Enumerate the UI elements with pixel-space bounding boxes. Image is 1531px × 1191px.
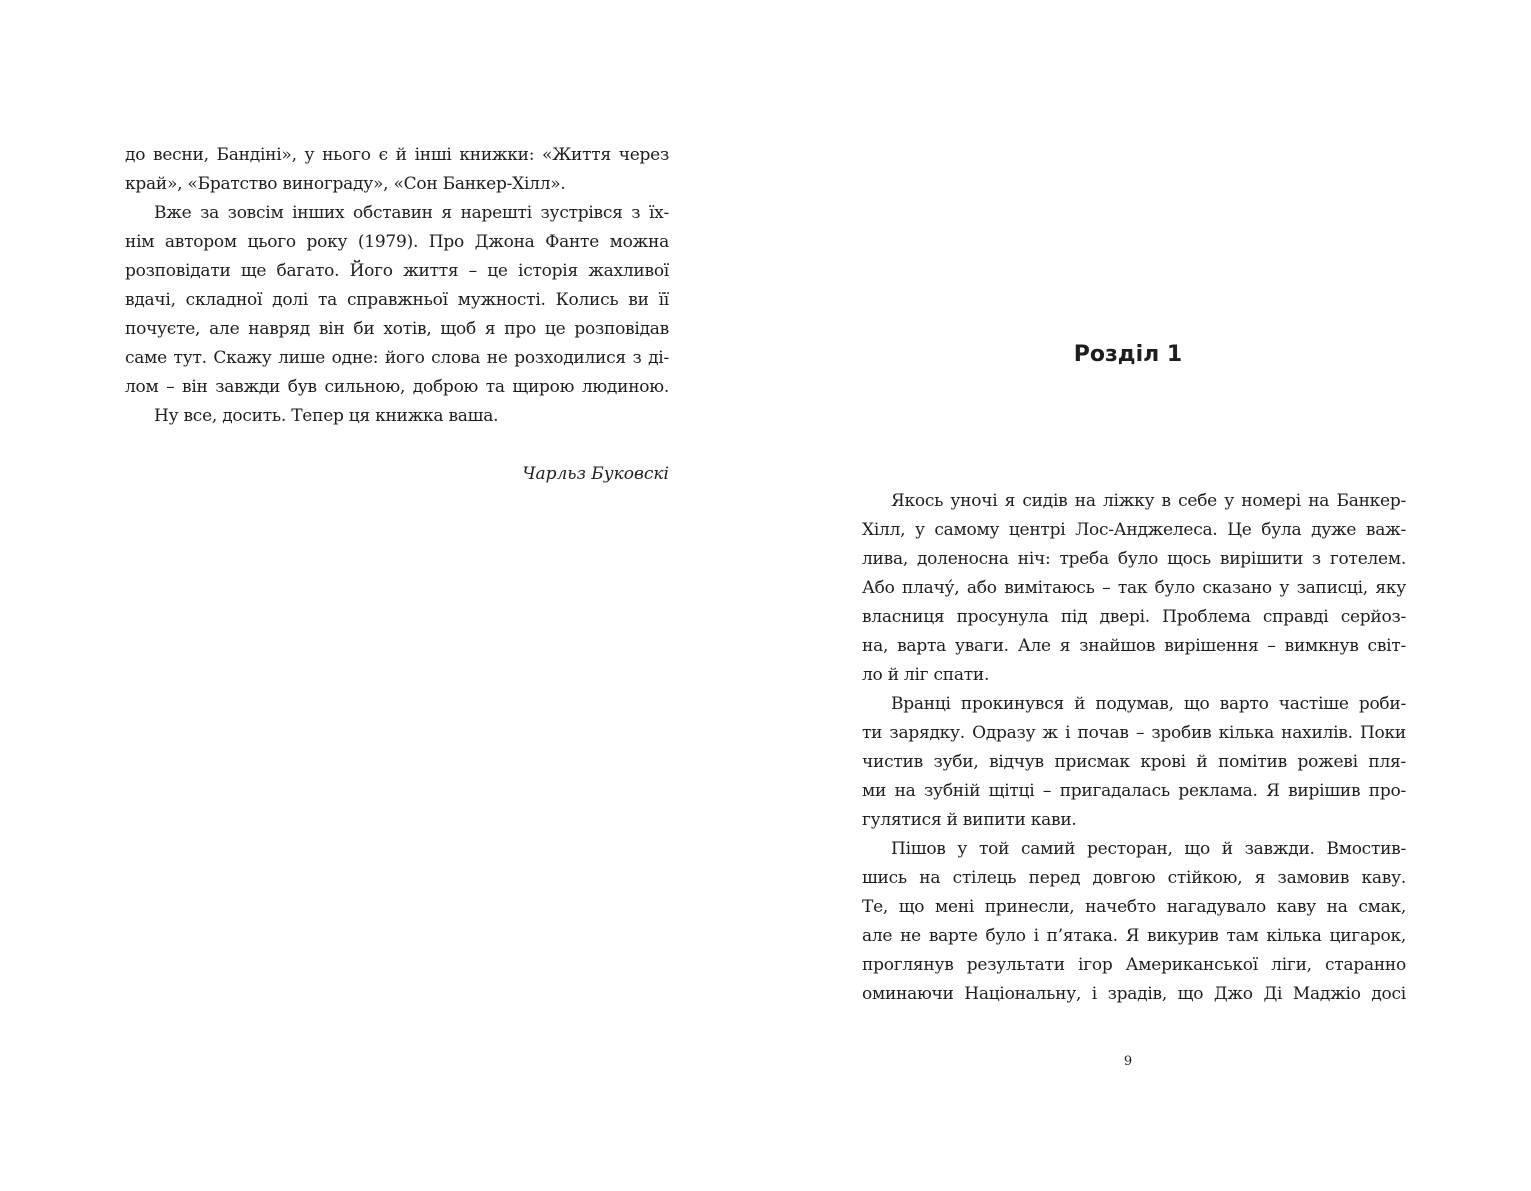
chapter-title: Розділ 1 [1073, 342, 1183, 367]
text-line: але не варте було і п’ятака. Я викурив там кілька цигарок, [862, 926, 1406, 946]
text-line: Якось уночі я сидів на ліжку в себе у номері на Банкер- [891, 491, 1406, 511]
text-line: власниця просунула під двері. Проблема справді серйоз- [862, 607, 1406, 627]
text-line: Або плачу́, або вимітаюсь – так було сказано у записці, яку [862, 578, 1406, 598]
text-line: нім автором цього року (1979). Про Джона Фанте можна [125, 232, 669, 252]
text-line: лом – він завжди був сильною, доброю та щирою людиною. [125, 377, 669, 397]
text-line: Вранці прокинувся й подумав, що варто частіше роби- [891, 694, 1406, 714]
text-line: вдачі, складної долі та справжньої мужності. Колись ви її [125, 290, 669, 310]
text-line: Пішов у той самий ресторан, що й завжди. Вмостив- [891, 839, 1406, 859]
right-page [765, 0, 1531, 1191]
text-line: почуєте, але навряд він би хотів, щоб я про це розповідав [125, 319, 669, 339]
text-line: край», «Братство винограду», «Сон Банкер-Хілл». [125, 174, 566, 194]
right-page-text [862, 487, 1406, 1009]
left-page-text [125, 141, 669, 431]
text-line: лива, доленосна ніч: треба було щось вирішити з готелем. [862, 549, 1406, 569]
text-line: гулятися й випити кави. [862, 810, 1077, 830]
text-line: до весни, Бандіні», у нього є й інші книжки: «Життя через [125, 145, 669, 165]
page-number: 9 [1123, 1054, 1133, 1069]
text-line: розповідати ще багато. Його життя – це історія жахливої [125, 261, 669, 281]
text-line: проглянув результати ігор Американської ліги, старанно [862, 955, 1406, 975]
author-signature: Чарльз Буковскі [522, 464, 669, 484]
text-line: на, варта уваги. Але я знайшов вирішення – вимкнув світ- [862, 636, 1406, 656]
text-line: Хілл, у самому центрі Лос-Анджелеса. Це була дуже важ- [862, 520, 1406, 540]
text-line: оминаючи Національну, і зрадів, що Джо Ді Маджіо досі [862, 984, 1406, 1004]
text-line: Вже за зовсім інших обставин я нарешті зустрівся з їх- [154, 203, 669, 223]
text-line: чистив зуби, відчув присмак крові й помітив рожеві пля- [862, 752, 1406, 772]
left-page [0, 0, 765, 1191]
text-line: ми на зубній щітці – пригадалась реклама. Я вирішив про- [862, 781, 1406, 801]
text-line: ло й ліг спати. [862, 665, 990, 685]
text-line: Те, що мені принесли, начебто нагадувало каву на смак, [862, 897, 1406, 917]
text-line: шись на стілець перед довгою стійкою, я замовив каву. [862, 868, 1406, 888]
text-line: Ну все, досить. Тепер ця книжка ваша. [154, 406, 499, 426]
text-line: саме тут. Скажу лише одне: його слова не розходилися з ді- [125, 348, 669, 368]
text-line: ти зарядку. Одразу ж і почав – зробив кілька нахилів. Поки [862, 723, 1406, 743]
